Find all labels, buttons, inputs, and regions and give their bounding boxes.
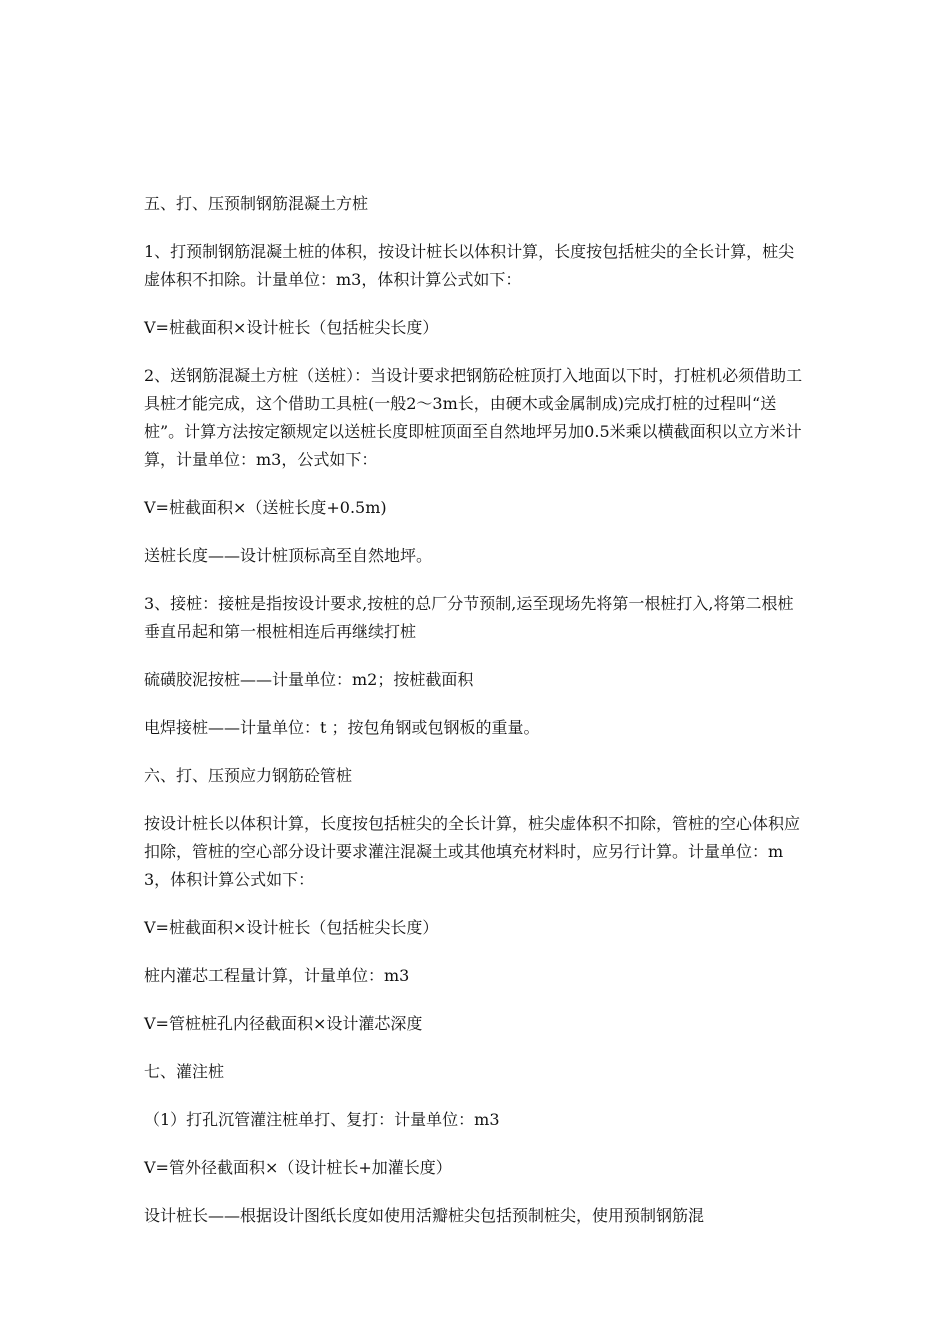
item-weld-splice: 电焊接桩——计量单位：t ；按包角钢或包钢板的重量。 xyxy=(144,718,540,737)
formula-5: V=管外径截面积×（设计桩长+加灌长度） xyxy=(144,1158,452,1177)
section-heading-5: 五、打、压预制钢筋混凝土方桩 xyxy=(144,194,369,213)
formula-1: V=桩截面积×设计桩长（包括桩尖长度） xyxy=(144,318,439,337)
paragraph-7: 设计桩长——根据设计图纸长度如使用活瓣桩尖包括预制桩尖，使用预制钢筋混 xyxy=(144,1206,705,1225)
formula-4: V=管桩桩孔内径截面积×设计灌芯深度 xyxy=(144,1014,423,1033)
paragraph-5: 桩内灌芯工程量计算，计量单位：m3 xyxy=(144,966,410,985)
paragraph-6: （1）打孔沉管灌注桩单打、复打：计量单位：m3 xyxy=(144,1110,500,1129)
document-page xyxy=(144,190,809,1250)
formula-2: V=桩截面积×（送桩长度+0.5m) xyxy=(144,498,387,517)
section-heading-7: 七、灌注桩 xyxy=(144,1062,225,1081)
definition-1: 送桩长度——设计桩顶标高至自然地坪。 xyxy=(144,546,433,565)
item-sulfur-mortar: 硫磺胶泥按桩——计量单位：m2；按桩截面积 xyxy=(144,670,474,689)
formula-3: V=桩截面积×设计桩长（包括桩尖长度） xyxy=(144,918,439,937)
paragraph-2: 2、送钢筋混凝土方桩（送桩）：当设计要求把钢筋砼桩顶打入地面以下时，打桩机必须借助工具桩才能完成，这个借助工具桩(一般2～3m长，由硬木或金属制成)完成打桩的过程叫“送桩”。计算方法按定额规定以送桩长度即桩顶面至自然地坪另加0.5米乘以横截面积以立方米计算，计量单位：m3，公式如下： xyxy=(144,366,803,469)
paragraph-3: 3、接桩：接桩是指按设计要求,按桩的总厂分节预制,运至现场先将第一根桩打入,将第二根桩垂直吊起和第一根桩相连后再继续打桩 xyxy=(144,594,794,641)
paragraph-4: 按设计桩长以体积计算，长度按包括桩尖的全长计算，桩尖虚体积不扣除，管桩的空心体积应扣除，管桩的空心部分设计要求灌注混凝土或其他填充材料时，应另行计算。计量单位：m3，体积计算公式如下： xyxy=(144,814,801,889)
paragraph-1: 1、打预制钢筋混凝土桩的体积，按设计桩长以体积计算，长度按包括桩尖的全长计算，桩尖虚体积不扣除。计量单位：m3，体积计算公式如下： xyxy=(144,242,795,289)
section-heading-6: 六、打、压预应力钢筋砼管桩 xyxy=(144,766,353,785)
